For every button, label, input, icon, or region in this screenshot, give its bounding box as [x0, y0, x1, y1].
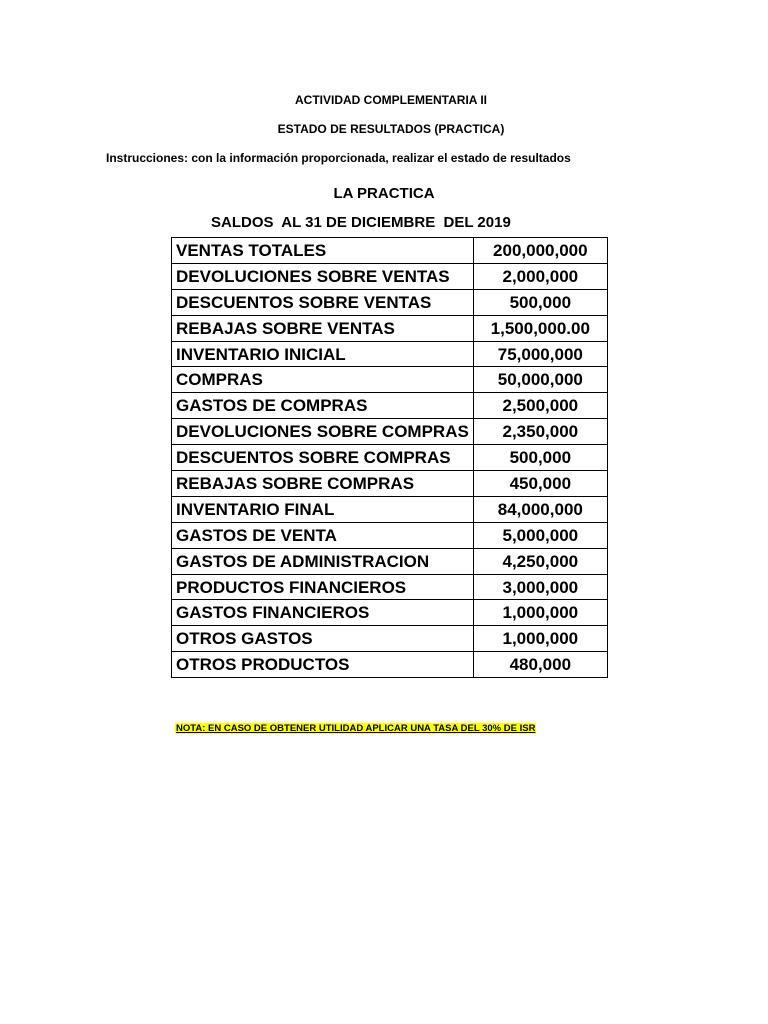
document-subtitle: ESTADO DE RESULTADOS (PRACTICA): [277, 122, 505, 136]
table-row: [172, 652, 608, 678]
amount-cell: 84,000,000: [473, 496, 607, 522]
amount-cell: 1,000,000: [473, 626, 607, 652]
amount-cell: 1,000,000: [473, 600, 607, 626]
concept-cell: DEVOLUCIONES SOBRE COMPRAS: [172, 419, 474, 445]
concept-cell: OTROS PRODUCTOS: [172, 652, 474, 678]
concept-cell: GASTOS DE ADMINISTRACION: [172, 548, 474, 574]
company-name: LA PRACTICA: [333, 185, 435, 202]
table-row: [172, 626, 608, 652]
table-row: [172, 445, 608, 471]
table-row: [172, 393, 608, 419]
amount-cell: 3,000,000: [473, 574, 607, 600]
concept-cell: COMPRAS: [172, 367, 474, 393]
amount-cell: 50,000,000: [473, 367, 607, 393]
table-row: [172, 367, 608, 393]
concept-cell: GASTOS DE VENTA: [172, 522, 474, 548]
concept-cell: OTROS GASTOS: [172, 626, 474, 652]
concept-cell: GASTOS DE COMPRAS: [172, 393, 474, 419]
amount-cell: 1,500,000.00: [473, 315, 607, 341]
concept-cell: DEVOLUCIONES SOBRE VENTAS: [172, 263, 474, 289]
concept-cell: DESCUENTOS SOBRE VENTAS: [172, 289, 474, 315]
concept-cell: PRODUCTOS FINANCIEROS: [172, 574, 474, 600]
concept-cell: INVENTARIO FINAL: [172, 496, 474, 522]
amount-cell: 480,000: [473, 652, 607, 678]
document-title: ACTIVIDAD COMPLEMENTARIA II: [295, 93, 487, 107]
table-row: [172, 522, 608, 548]
amount-cell: 200,000,000: [473, 238, 607, 264]
table-row: [172, 471, 608, 497]
amount-cell: 450,000: [473, 471, 607, 497]
concept-cell: VENTAS TOTALES: [172, 238, 474, 264]
table-row: [172, 419, 608, 445]
amount-cell: 500,000: [473, 289, 607, 315]
table-row: [172, 496, 608, 522]
amount-cell: 4,250,000: [473, 548, 607, 574]
balances-date-heading: SALDOS AL 31 DE DICIEMBRE DEL 2019: [211, 214, 511, 231]
concept-cell: REBAJAS SOBRE COMPRAS: [172, 471, 474, 497]
concept-cell: GASTOS FINANCIEROS: [172, 600, 474, 626]
table-row: [172, 315, 608, 341]
balances-table-body: [172, 238, 608, 678]
concept-cell: INVENTARIO INICIAL: [172, 341, 474, 367]
table-row: [172, 341, 608, 367]
table-row: [172, 263, 608, 289]
concept-cell: REBAJAS SOBRE VENTAS: [172, 315, 474, 341]
balances-table: [171, 237, 608, 678]
concept-cell: DESCUENTOS SOBRE COMPRAS: [172, 445, 474, 471]
amount-cell: 2,350,000: [473, 419, 607, 445]
isr-note: NOTA: EN CASO DE OBTENER UTILIDAD APLICAR UNA TASA DEL 30% DE ISR: [176, 723, 536, 734]
amount-cell: 2,500,000: [473, 393, 607, 419]
instructions-text: Instrucciones: con la información proporcionada, realizar el estado de resultados: [106, 151, 571, 165]
table-row: [172, 238, 608, 264]
amount-cell: 2,000,000: [473, 263, 607, 289]
amount-cell: 500,000: [473, 445, 607, 471]
amount-cell: 75,000,000: [473, 341, 607, 367]
table-row: [172, 600, 608, 626]
table-row: [172, 548, 608, 574]
table-row: [172, 289, 608, 315]
amount-cell: 5,000,000: [473, 522, 607, 548]
table-row: [172, 574, 608, 600]
